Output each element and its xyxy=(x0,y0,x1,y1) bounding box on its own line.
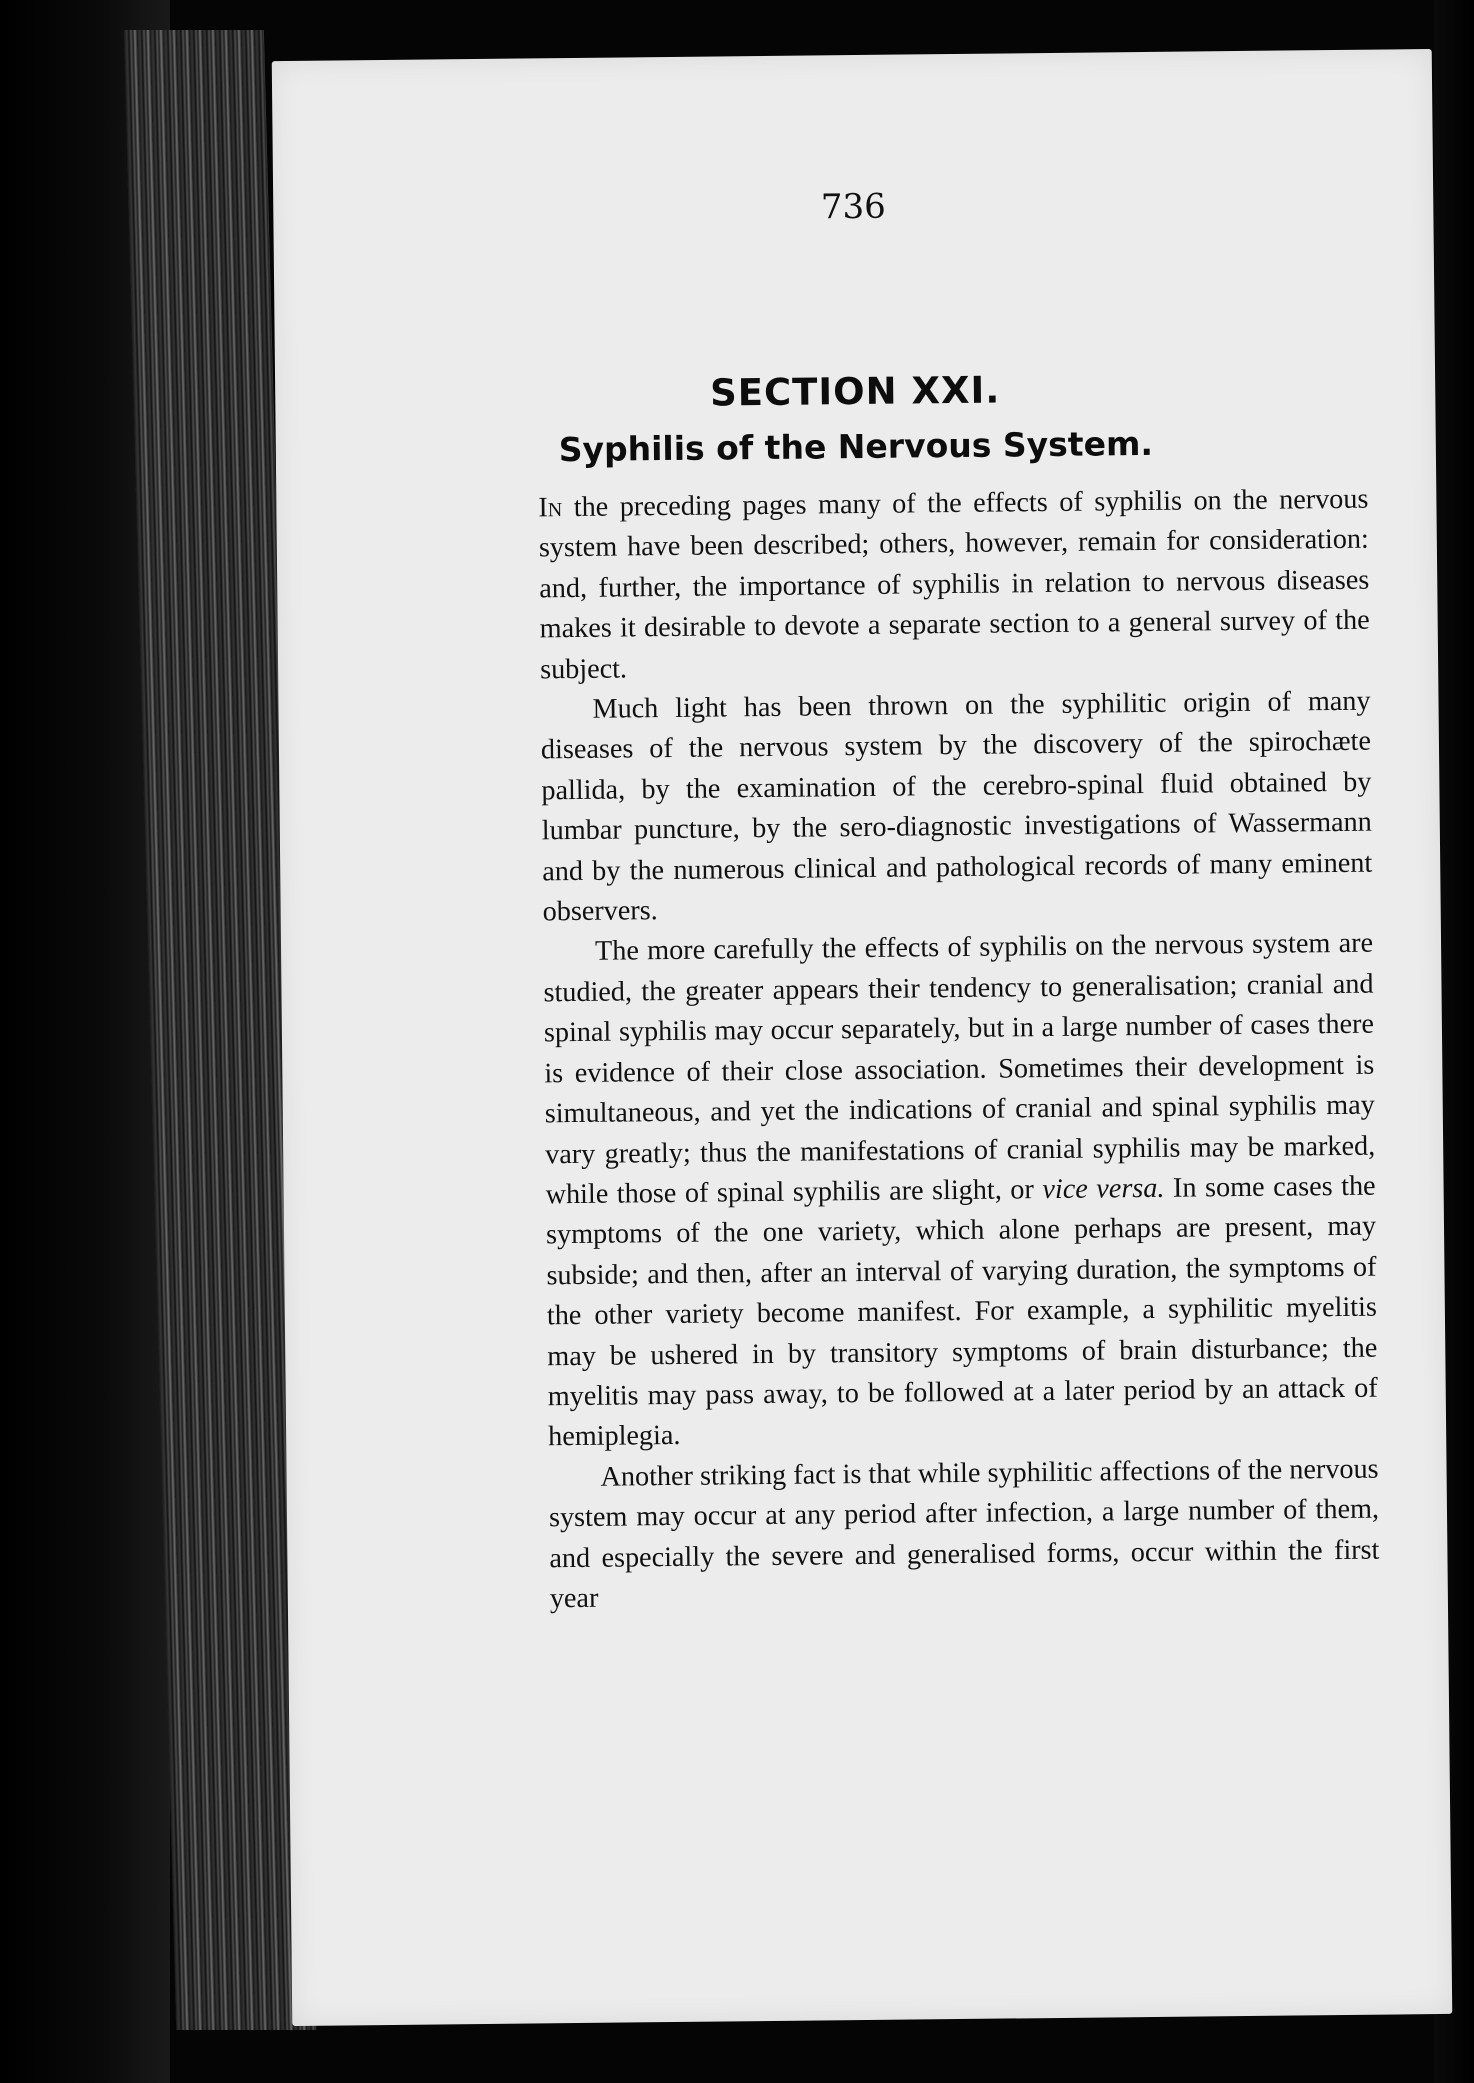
paragraph-1-text: the preceding pages many of the effects of syphilis on the nervous system have been described; others, however, remain for consideration: and, further, the importance of syphilis in relation to nervous diseases makes it desirable to devote a separate section to a general survey of the subject. xyxy=(538,483,1370,685)
drop-lead-word: In xyxy=(538,492,563,524)
body-text xyxy=(538,480,1380,1620)
section-title: Syphilis of the Nervous System. xyxy=(558,423,1154,470)
paragraph-1 xyxy=(538,480,1370,691)
paragraph-2: Much light has been thrown on the syphilitic origin of many diseases of the nervous system by the discovery of the spirochæte pallida, by the examination of the cerebro-spinal fluid obtained by lumbar puncture, by the sero-diagnostic investigations of Wassermann and by the numerous clinical and pathological records of many eminent observers. xyxy=(540,685,1373,928)
paragraph-3-text-after: In some cases the symptoms of the one variety, which alone perhaps are present, may subside; and then, after an interval of varying duration, the symptoms of the other variety become manifest. For example, a syphilitic myelitis may be ushered in by transitory symptoms of brain disturbance; the myelitis may pass away, to be followed at a later period by an attack of hemiplegia. xyxy=(545,1170,1378,1453)
page-number: 736 xyxy=(820,186,886,228)
paragraph-3-text-before: The more carefully the effects of syphilis on the nervous system are studied, the greater appears their tendency to generalisation; cranial and spinal syphilis may occur separately, but in a large number of cases there is evidence of their close association. Sometimes their development is simultaneous, and yet the indications of cranial and spinal syphilis may vary greatly; thus the manifestations of cranial syphilis may be marked, while those of spinal syphilis are slight, or xyxy=(543,928,1376,1211)
paragraph-3-italic-phrase: vice versa. xyxy=(1042,1172,1165,1206)
section-heading: SECTION XXI. xyxy=(709,368,1001,415)
paragraph-4: Another striking fact is that while syphilitic affections of the nervous system may occur at any period after infection, a large number of them, and especially the severe and generalised forms, occur within the first year xyxy=(548,1453,1380,1615)
book-page xyxy=(272,49,1453,2026)
paragraph-3 xyxy=(543,924,1378,1458)
